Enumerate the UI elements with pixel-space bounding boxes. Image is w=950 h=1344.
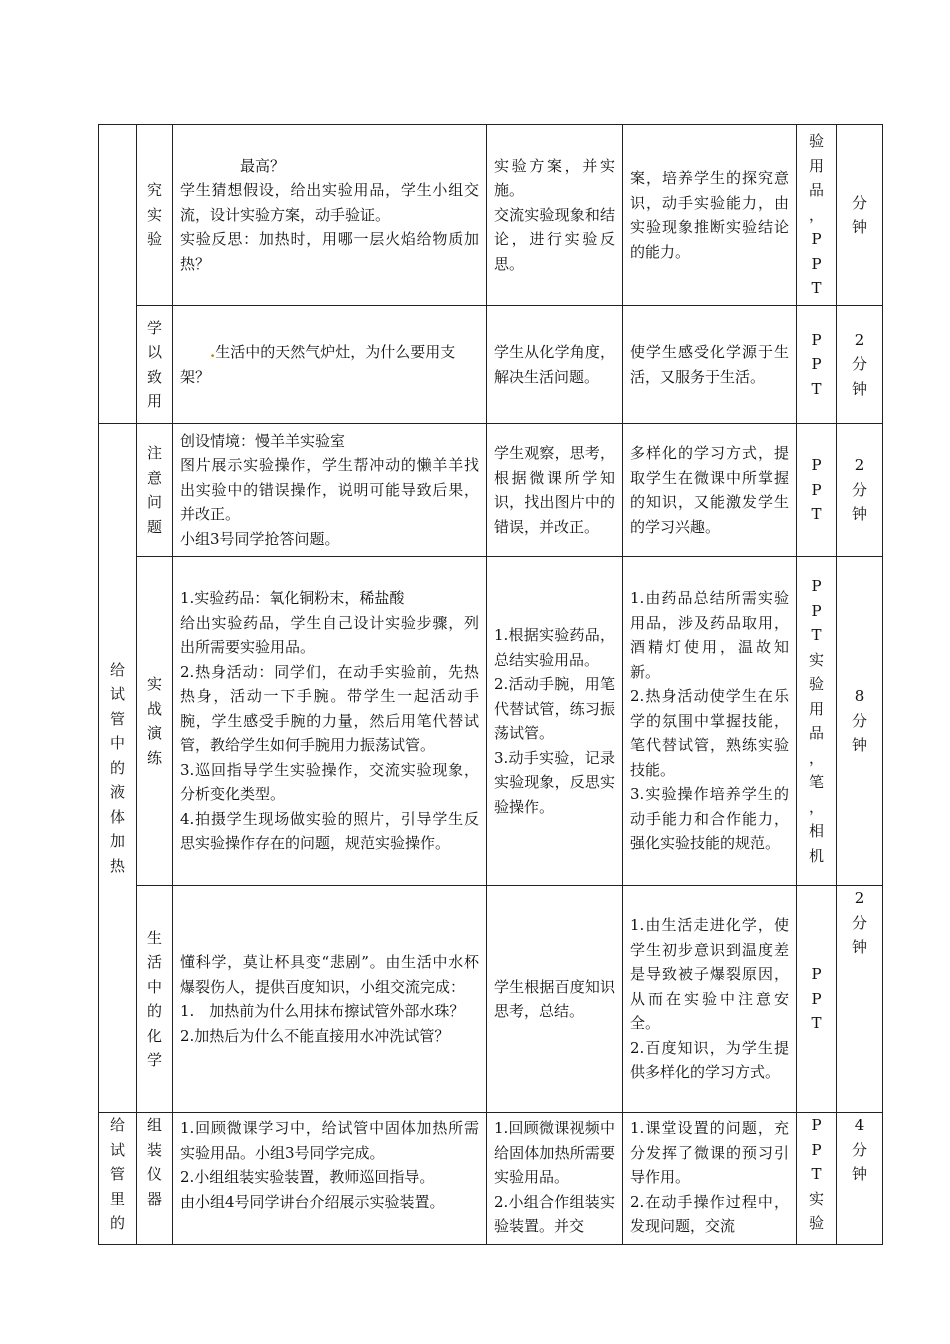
design-intent-cell: 1.课堂设置的问题，充分发挥了微课的预习引导作用。 2.在动手操作过程中，发现问题，交流	[623, 1113, 797, 1245]
activity-cell: 学 以 致 用	[137, 306, 173, 424]
activity-cell: 实 战 演 练	[137, 557, 173, 886]
teacher-activity-cell: 1.回顾微课学习中，给试管中固体加热所需实验用品。小组3号同学完成。 2.小组组装实验装置，教师巡回指导。 由小组4号同学讲台介绍展示实验装置。	[173, 1113, 487, 1245]
time-cell: 4 分 钟	[837, 1113, 883, 1245]
media-cell: P P T	[797, 886, 837, 1113]
design-intent-cell: 多样化的学习方式，提取学生在微课中所掌握的知识，又能激发学生的学习兴趣。	[623, 424, 797, 557]
teacher-activity-cell: 最高？ 学生猜想假设，给出实验用品，学生小组交流，设计实验方案，动手验证。 实验反思：加热时，用哪一层火焰给物质加热？	[173, 125, 487, 306]
time-cell: 分 钟	[837, 125, 883, 306]
table-row	[99, 125, 883, 306]
stage-cell	[99, 125, 137, 424]
teacher-activity-cell: 创设情境：慢羊羊实验室 图片展示实验操作，学生帮冲动的懒羊羊找出实验中的错误操作，说明可能导致后果，并改正。 小组3号同学抢答问题。	[173, 424, 487, 557]
design-intent-cell: 1.由生活走进化学，使学生初步意识到温度差是导致被子爆裂原因，从而在实验中注意安全。 2.百度知识，为学生提供多样化的学习方式。	[623, 886, 797, 1113]
table-row	[99, 306, 883, 424]
time-cell: 2 分 钟	[837, 424, 883, 557]
table-row	[99, 886, 883, 1113]
design-intent-cell: 案，培养学生的探究意识，动手实验能力，由实验现象推断实验结论的能力。	[623, 125, 797, 306]
activity-cell: 究 实 验	[137, 125, 173, 306]
media-cell: P P T	[797, 424, 837, 557]
teacher-activity-cell	[173, 306, 487, 424]
design-intent-cell: 使学生感受化学源于生活，又服务于生活。	[623, 306, 797, 424]
design-intent-cell: 1.由药品总结所需实验用品，涉及药品取用，酒精灯使用，温故知新。 2.热身活动使学生在乐学的氛围中掌握技能，笔代替试管，熟练实验技能。 3.实验操作培养学生的动手能力和合作能力，强化实验技能的规范。	[623, 557, 797, 886]
student-activity-cell: 实验方案，并实施。 交流实验现象和结论，进行实验反思。	[487, 125, 623, 306]
media-cell: P P T 实 验 用 品 ， 笔 ， 相 机	[797, 557, 837, 886]
student-activity-cell: 学生观察，思考，根据微课所学知识，找出图片中的错误，并改正。	[487, 424, 623, 557]
teacher-activity-cell: 1.实验药品：氧化铜粉末，稀盐酸 给出实验药品，学生自己设计实验步骤，列出所需要实验用品。 2.热身活动：同学们，在动手实验前，先热热身，活动一下手腕。带学生一起活动手腕，学生感受手腕的力量，然后用笔代替试管，教给学生如何手腕用力振荡试管。 3.巡回指导学生实验操作，交流实验现象，分析变化类型。 4.拍摄学生现场做实验的照片，引导学生反思实验操作存在的问题，规范实验操作。	[173, 557, 487, 886]
student-activity-cell: 1.回顾微课视频中给固体加热所需要实验用品。 2.小组合作组装实验装置。并交	[487, 1113, 623, 1245]
time-cell: 8 分 钟	[837, 557, 883, 886]
time-cell: 2 分 钟	[837, 886, 883, 1113]
stage-cell: 给 试 管 中 的 液 体 加 热	[99, 424, 137, 1113]
activity-cell: 注 意 问 题	[137, 424, 173, 557]
media-cell: 验 用 品 ， P P T	[797, 125, 837, 306]
activity-cell: 组 装 仪 器	[137, 1113, 173, 1245]
activity-cell: 生 活 中 的 化 学	[137, 886, 173, 1113]
table-row	[99, 557, 883, 886]
teacher-activity-cell: 懂科学，莫让杯具变“悲剧”。由生活中水杯爆裂伤人，提供百度知识，小组交流完成： 1. 加热前为什么用抹布擦试管外部水珠？ 2.加热后为什么不能直接用水冲洗试管？	[173, 886, 487, 1113]
table-row	[99, 424, 883, 557]
stage-cell: 给 试 管 里 的	[99, 1113, 137, 1245]
media-cell: P P T	[797, 306, 837, 424]
time-cell: 2 分 钟	[837, 306, 883, 424]
bullet-mark: .	[210, 343, 216, 361]
student-activity-cell: 学生从化学角度，解决生活问题。	[487, 306, 623, 424]
table-row	[99, 1113, 883, 1245]
media-cell: P P T 实 验	[797, 1113, 837, 1245]
student-activity-cell: 学生根据百度知识思考，总结。	[487, 886, 623, 1113]
teacher-activity-text: 生活中的天然气炉灶，为什么要用支架？	[180, 343, 456, 386]
lesson-plan-table	[98, 124, 883, 1245]
student-activity-cell: 1.根据实验药品，总结实验用品。 2.活动手腕，用笔代替试管，练习振荡试管。 3.动手实验，记录实验现象，反思实验操作。	[487, 557, 623, 886]
